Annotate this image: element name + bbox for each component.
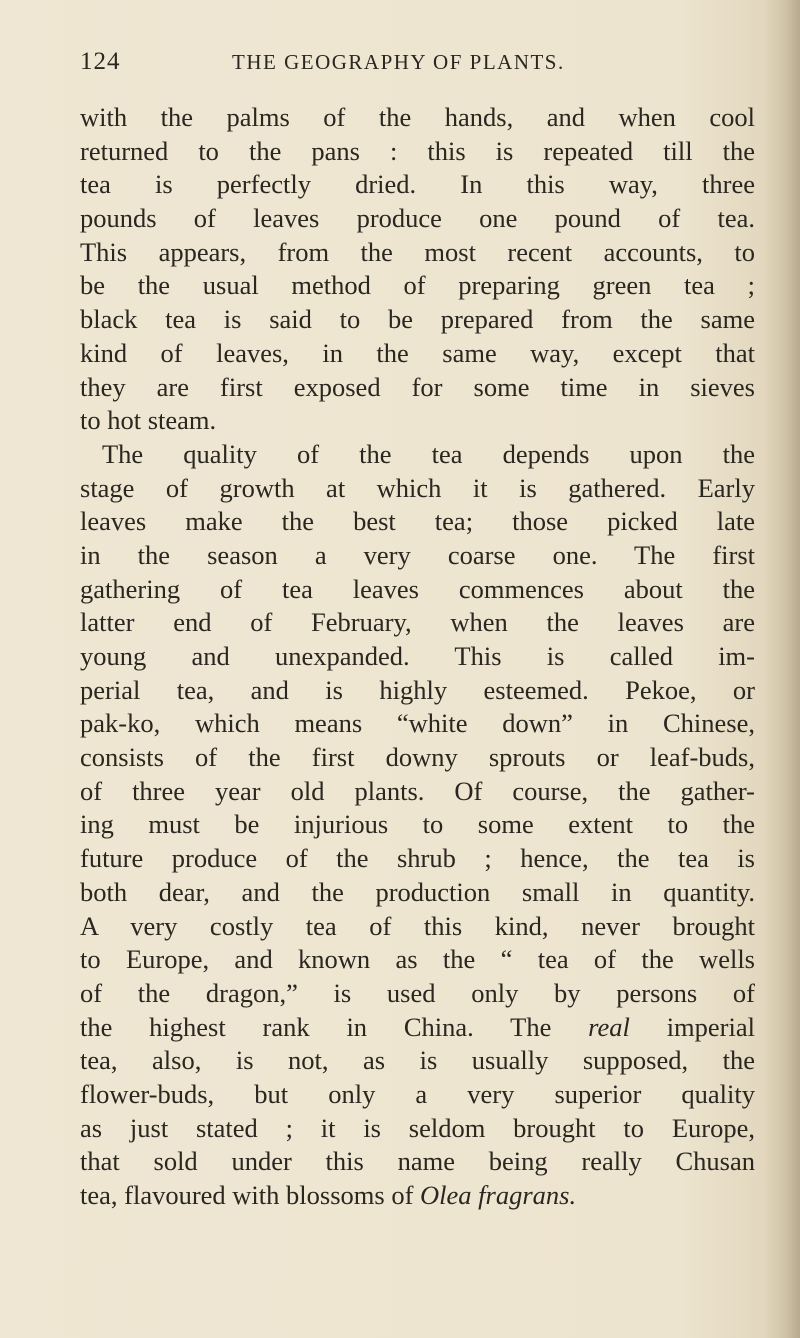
species-name: Olea fragrans. — [420, 1180, 577, 1210]
text-line: black tea is said to be prepared from the same — [80, 304, 755, 335]
text-line: of three year old plants. Of course, the gather- — [80, 775, 755, 806]
text-line: This appears, from the most recent accounts, to — [80, 236, 755, 267]
final-text-line — [80, 1179, 755, 1213]
text-line: perial tea, and is highly esteemed. Pekoe, or — [80, 674, 755, 705]
page-header — [80, 48, 640, 88]
text-line: kind of leaves, in the same way, except that — [80, 337, 755, 368]
text-line: of the dragon,” is used only by persons of — [80, 977, 755, 1008]
text-line: gathering of tea leaves commences about the — [80, 573, 755, 604]
text-line: to hot steam. — [80, 405, 217, 436]
text-line: both dear, and the production small in quantity. — [80, 876, 755, 907]
text-line-with-italic — [80, 1011, 755, 1045]
text-line: A very costly tea of this kind, never brought — [80, 910, 755, 941]
text-line: ing must be injurious to some extent to the — [80, 809, 755, 840]
page-edge-shadow — [764, 0, 800, 1338]
page-number: 124 — [80, 48, 121, 75]
italic-word: real — [588, 1011, 630, 1042]
text-line: consists of the first downy sprouts or leaf-buds, — [80, 742, 755, 773]
text-line: tea, also, is not, as is usually supposed, the — [80, 1045, 755, 1076]
running-head: THE GEOGRAPHY OF PLANTS. — [232, 50, 565, 74]
text-line: latter end of February, when the leaves are — [80, 607, 755, 638]
text-line: stage of growth at which it is gathered. Early — [80, 472, 755, 503]
text-line: future produce of the shrub ; hence, the tea is — [80, 843, 755, 874]
text-line: as just stated ; it is seldom brought to Europe, — [80, 1112, 755, 1143]
text-line: in the season a very coarse one. The first — [80, 539, 755, 570]
text-line: that sold under this name being really Chusan — [80, 1146, 755, 1177]
text-line: they are first exposed for some time in sieves — [80, 371, 755, 402]
text-line: with the palms of the hands, and when cool — [80, 102, 755, 132]
text-line: pak-ko, which means “white down” in Chinese, — [80, 708, 755, 739]
text-line: pounds of leaves produce one pound of tea. — [80, 203, 755, 234]
text-line: to Europe, and known as the “ tea of the wells — [80, 944, 755, 975]
text-line: leaves make the best tea; those picked late — [80, 506, 755, 537]
text-segment: tea, flavoured with blossoms of — [80, 1180, 421, 1210]
paragraph-start-line: The quality of the tea depends upon the — [102, 438, 755, 469]
text-line: be the usual method of preparing green tea ; — [80, 270, 755, 301]
text-segment: the highest rank in China. The — [80, 1011, 552, 1042]
text-line: young and unexpanded. This is called im- — [80, 641, 755, 671]
text-line: flower-buds, but only a very superior quality — [80, 1078, 755, 1109]
text-line: tea is perfectly dried. In this way, three — [80, 169, 755, 200]
text-line: returned to the pans : this is repeated till the — [80, 135, 755, 166]
text-segment: imperial — [629, 1011, 755, 1042]
body-text — [80, 101, 755, 1213]
